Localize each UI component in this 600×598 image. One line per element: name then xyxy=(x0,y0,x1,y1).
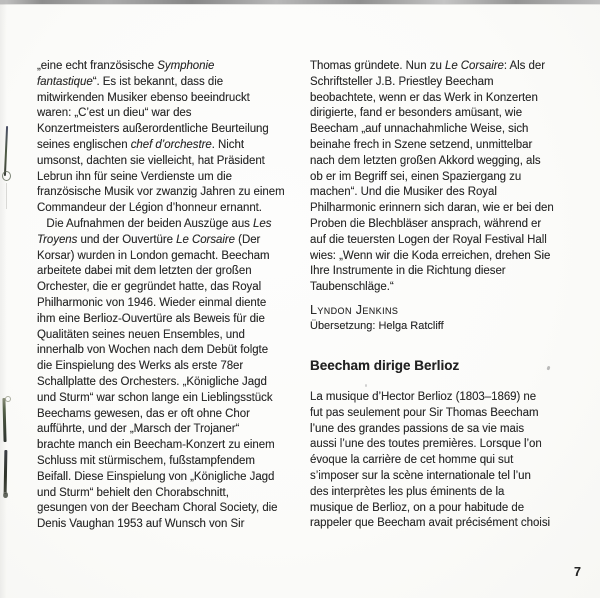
text-line: und Sturm“ war schon lange ein Lieblingsstück xyxy=(37,391,273,404)
text-line: gesungen von der Beecham Choral Society, die xyxy=(37,502,278,515)
text-line: „eine echt französische Symphonie xyxy=(37,60,215,72)
text-line: und Sturm“ behielt den Chorabschnitt, xyxy=(37,486,229,499)
text-line: innerhalb von Wochen nach dem Debüt folgte xyxy=(37,344,269,357)
text-line: aussi l’une des toutes premières. Lorsque l’on xyxy=(310,438,542,451)
scan-artifact-fiber-3-blob xyxy=(3,492,9,498)
text-line: musique de Berlioz, on a pour habitude de xyxy=(310,501,525,514)
text-line: Qualitäten seines neuen Ensembles, und xyxy=(37,328,245,341)
text-line: Ihre Instrumente in die Richtung dieser xyxy=(310,265,506,278)
text-line: auf die teuersten Logen der Royal Festival Hall xyxy=(310,233,547,246)
text-line: ob er im Begriff sei, einen Spaziergang zu xyxy=(310,170,522,183)
text-line: beobachtete, wenn er das Werk in Konzerten xyxy=(310,91,538,104)
text-line: Denis Vaughan 1953 auf Wunsch von Sir xyxy=(37,518,245,531)
translator-credit: Übersetzung: Helga Ratcliff xyxy=(310,319,444,332)
scan-artifact-fiber-1-tail xyxy=(6,183,7,209)
text-line: Die Aufnahmen der beiden Auszüge aus Les xyxy=(37,217,272,230)
german-paragraph-continued xyxy=(310,59,576,296)
scan-artifact-fiber-2-hook xyxy=(5,396,11,402)
text-line: aufführte, und der „Marsch der Trojaner“ xyxy=(37,423,240,436)
german-paragraphs xyxy=(37,59,297,533)
text-line: Philharmonic von 1946. Wieder einmal diente xyxy=(37,296,267,309)
text-line: Konzertmeisters außerordentliche Beurteilung xyxy=(37,123,269,136)
text-line: Commandeur der Légion d’honneur ernannt. xyxy=(37,202,262,215)
text-line: l’une des grandes passions de sa vie mais xyxy=(310,422,525,435)
text-line: umsonst, dachten sie vielleicht, hat Präsident xyxy=(37,154,265,167)
text-line: Thomas gründete. Nun zu Le Corsaire: Als der xyxy=(310,60,545,72)
text-line: waren: „C’est un dieu“ war des xyxy=(37,107,192,120)
text-line: Philharmonic erinnern sich daran, wie er bei den xyxy=(310,202,554,215)
text-line: rappeler que Beecham avait précisément choisi xyxy=(310,517,551,530)
text-line: brachte manch ein Beecham-Konzert zu einem xyxy=(37,439,275,452)
text-line: des interprètes les plus éminents de la xyxy=(310,485,505,498)
left-text-column xyxy=(37,59,297,533)
left-edge-shading xyxy=(0,0,7,598)
text-line: nach dem letzten großen Akkord wegging, als xyxy=(310,154,541,167)
text-line: évoque la carrière de cet homme qui sut xyxy=(310,454,514,467)
text-line: Beechams gewesen, das er oft ohne Chor xyxy=(37,407,250,420)
text-line: Korsar) wurden in London gemacht. Beecham xyxy=(37,249,270,262)
text-line: dirigierte, fand er besonders amüsant, wie xyxy=(310,107,523,120)
text-line: Schluss mit stürmischem, fußstampfendem xyxy=(37,454,255,467)
right-text-column xyxy=(310,59,576,532)
text-line: Schriftsteller J.B. Priestley Beecham xyxy=(310,75,494,88)
scan-edge-bar xyxy=(0,0,600,5)
text-line: arbeitete dabei mit dem letzten der großen xyxy=(37,265,252,278)
section-heading: Beecham dirige Berlioz xyxy=(310,357,460,373)
text-line: fantastique“. Es ist bekannt, dass die xyxy=(37,75,224,88)
text-line: Proben die Blechbläser ansprach, während er xyxy=(310,217,542,230)
text-line: Beifall. Diese Einspielung von „Königliche Jagd xyxy=(37,470,275,483)
text-line: französische Musik vor zwanzig Jahren zu einem xyxy=(37,186,285,199)
text-line: ihm eine Berlioz-Ouvertüre als Beweis für die xyxy=(37,312,265,325)
french-paragraph xyxy=(310,390,576,532)
text-line: s’imposer sur la scène internationale tel l’un xyxy=(310,469,531,482)
text-line: wies: „Wenn wir die Koda erreichen, drehen Sie xyxy=(310,249,551,262)
text-line: machen“. Und die Musiker des Royal xyxy=(310,186,497,199)
text-line: La musique d’Hector Berlioz (1803–1869) ne xyxy=(310,390,537,403)
text-line: Troyens und der Ouvertüre Le Corsaire (Der xyxy=(37,233,261,246)
text-line: Lebrun ihn für seine Verdienste um die xyxy=(37,170,233,183)
text-line: Schallplatte des Orchesters. „Königliche Jagd xyxy=(37,375,267,388)
page-number: 7 xyxy=(574,565,581,579)
text-line: seines englischen chef d’orchestre. Nicht xyxy=(37,138,244,151)
text-line: Orchester, die er gegründet hatte, das Royal xyxy=(37,281,262,294)
scan-artifact-fiber-3 xyxy=(3,450,6,494)
text-line: fut pas seulement pour Sir Thomas Beecham xyxy=(310,406,539,419)
scan-artifact-fiber-1-loop xyxy=(2,171,11,181)
text-line: Taubenschläge.“ xyxy=(310,281,394,294)
text-line: Beecham „auf unnachahmliche Weise, sich xyxy=(310,123,529,136)
text-line: die Einspielung des Werks als erste 78er xyxy=(37,360,244,373)
text-line: beinahe frech in Szene setzend, unmittelbar xyxy=(310,138,533,151)
author-byline: Lyndon Jenkins xyxy=(310,302,399,317)
text-line: mitwirkenden Musiker ebenso beeindruckt xyxy=(37,91,250,104)
